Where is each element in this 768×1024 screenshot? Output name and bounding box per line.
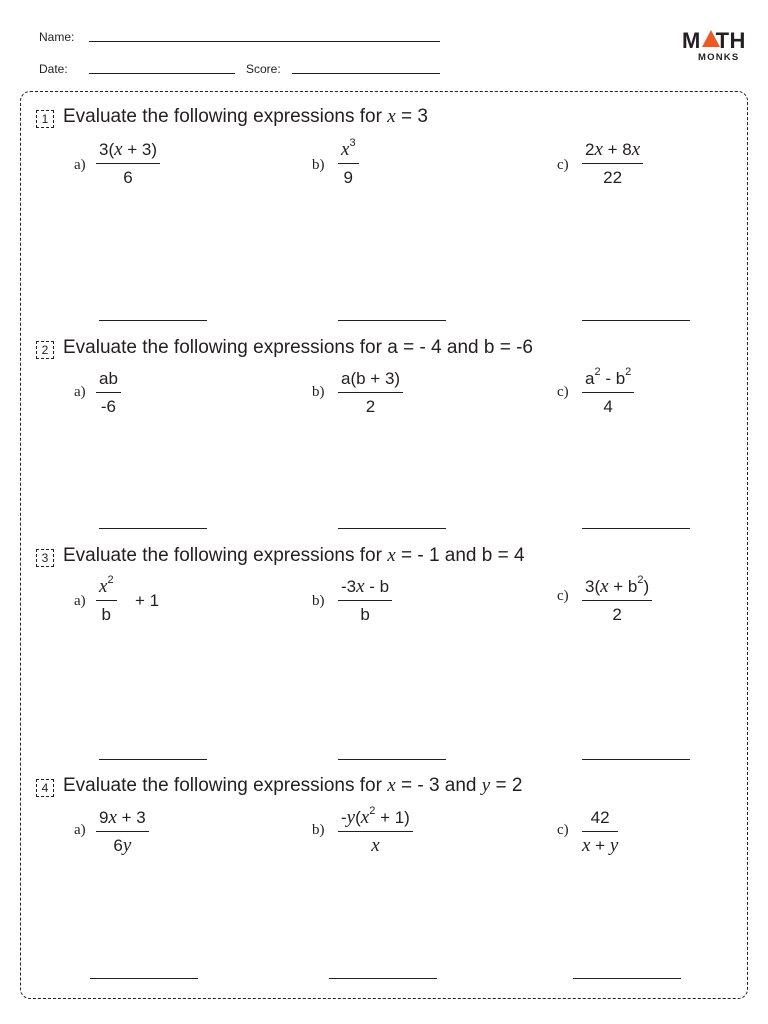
q3-part-a-fraction: $x^2$ b <box>96 576 117 626</box>
q2-part-c-label: c) <box>557 384 569 400</box>
q3-part-b-fraction: -3x - b b <box>338 576 392 626</box>
q3-part-b-label: b) <box>312 593 325 609</box>
score-label: Score: <box>246 62 281 76</box>
q4-part-a-label: a) <box>74 822 86 838</box>
q2-part-a-fraction: ab -6 <box>96 368 121 418</box>
logo-word-math: M TH <box>682 28 746 53</box>
date-label: Date: <box>39 62 68 76</box>
question-1-prompt: Evaluate the following expressions for x = 3 <box>63 106 428 127</box>
logo-triangle-icon <box>702 30 720 47</box>
q1-part-a-label: a) <box>74 157 86 173</box>
question-4-prompt: Evaluate the following expressions for x = - 3 and y = 2 <box>63 775 523 796</box>
question-2-number: 2 <box>36 341 54 359</box>
q2-part-b-fraction: a(b + 3) 2 <box>338 368 403 418</box>
q2-answer-a-line[interactable] <box>99 528 207 529</box>
question-1-number: 1 <box>36 110 54 128</box>
q4-part-c-label: c) <box>557 822 569 838</box>
q2-part-b-label: b) <box>312 384 325 400</box>
logo-word-monks: MONKS <box>698 52 740 63</box>
q2-part-c-fraction: $a^2 - b^2$ 4 <box>582 368 634 418</box>
q1-answer-c-line[interactable] <box>582 320 690 321</box>
q3-part-c-fraction: $3(x + b^2)$ 2 <box>582 576 652 626</box>
q1-part-a-fraction: 3(x + 3) 6 <box>96 139 160 189</box>
q2-answer-c-line[interactable] <box>582 528 690 529</box>
q1-part-c-label: c) <box>557 157 569 173</box>
q3-answer-a-line[interactable] <box>99 759 207 760</box>
question-3-number: 3 <box>36 549 54 567</box>
q4-answer-c-line[interactable] <box>573 978 681 979</box>
question-2-prompt: Evaluate the following expressions for a = - 4 and b = -6 <box>63 337 533 358</box>
score-field[interactable] <box>292 73 440 74</box>
date-field[interactable] <box>89 73 235 74</box>
q2-part-a-label: a) <box>74 384 86 400</box>
q4-part-b-label: b) <box>312 822 325 838</box>
q1-part-b-label: b) <box>312 157 325 173</box>
name-field[interactable] <box>89 41 440 42</box>
q2-answer-b-line[interactable] <box>338 528 446 529</box>
q3-part-c-label: c) <box>557 588 569 604</box>
question-3-prompt: Evaluate the following expressions for x = - 1 and b = 4 <box>63 545 525 566</box>
name-label: Name: <box>39 30 75 44</box>
q4-answer-a-line[interactable] <box>90 978 198 979</box>
q3-answer-b-line[interactable] <box>338 759 446 760</box>
q3-part-a-extra: + 1 <box>135 591 160 610</box>
q4-part-a-fraction: 9x + 3 6y <box>96 807 149 857</box>
question-4-number: 4 <box>36 779 54 797</box>
q1-answer-b-line[interactable] <box>338 320 446 321</box>
q1-part-c-fraction: 2x + 8x 22 <box>582 139 643 189</box>
q1-part-b-fraction: $x^3$ 9 <box>338 139 359 189</box>
q4-part-b-fraction: $-y(x^2 + 1)$ x <box>338 807 413 857</box>
q4-part-c-fraction: 42 x + y <box>582 808 619 856</box>
q1-answer-a-line[interactable] <box>99 320 207 321</box>
q3-part-a-label: a) <box>74 593 86 609</box>
math-monks-logo <box>682 28 752 64</box>
q4-answer-b-line[interactable] <box>329 978 437 979</box>
q3-answer-c-line[interactable] <box>582 759 690 760</box>
